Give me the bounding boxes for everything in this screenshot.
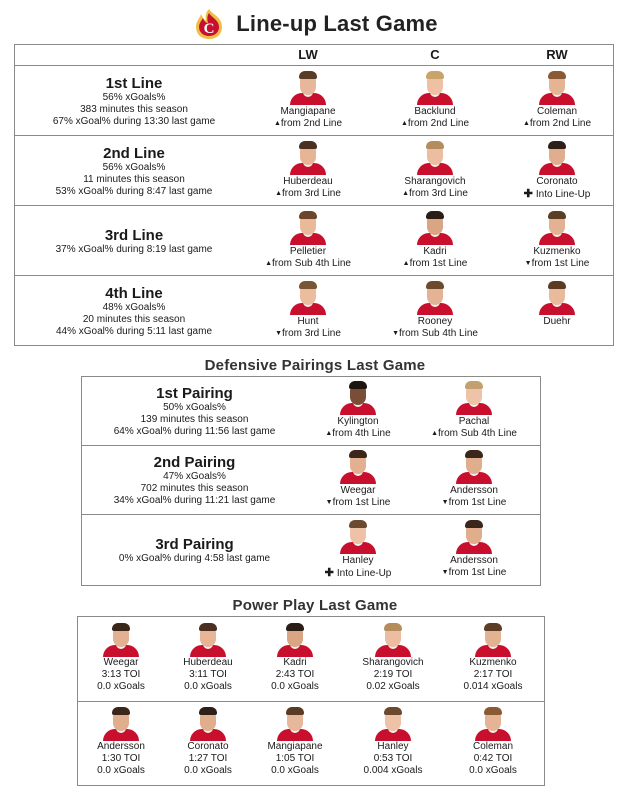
powerplay-table xyxy=(77,616,545,786)
player-headshot xyxy=(337,518,379,554)
time-on-ice: 1:30 TOI xyxy=(101,753,141,764)
player-headshot xyxy=(414,69,456,105)
line-summary xyxy=(15,75,253,128)
flames-logo-icon xyxy=(192,8,226,40)
player-headshot xyxy=(414,209,456,245)
title-bar xyxy=(0,6,630,42)
powerplay-player-card[interactable] xyxy=(438,621,548,693)
lineup-change xyxy=(492,118,622,130)
lineup-change xyxy=(409,567,539,579)
line-stat: 67% xGoal% during 13:30 last game xyxy=(52,116,216,127)
powerplay-player-card[interactable] xyxy=(240,621,350,693)
lineup-change xyxy=(293,567,423,580)
powerplay-player-card[interactable] xyxy=(338,621,448,693)
expected-goals: 0.0 xGoals xyxy=(97,681,145,692)
forward-lines-table xyxy=(14,44,614,346)
line-title: 1st Pairing xyxy=(156,385,233,402)
lineup-change xyxy=(243,328,373,340)
player-name: Kuzmenko xyxy=(469,657,517,668)
line-stat: 64% xGoal% during 11:56 last game xyxy=(113,426,276,437)
forward-line-row xyxy=(15,206,613,276)
lineup-change xyxy=(243,258,373,270)
time-on-ice: 1:05 TOI xyxy=(275,753,315,764)
arrow-up-icon: ▲ xyxy=(402,260,410,267)
player-card[interactable] xyxy=(293,448,423,509)
line-stat: 139 minutes this season xyxy=(140,414,249,425)
plus-icon: ✚ xyxy=(324,567,337,579)
player-name: Coleman xyxy=(472,741,514,752)
divider xyxy=(82,514,540,515)
player-headshot xyxy=(453,379,495,415)
column-header-c: C xyxy=(430,47,440,62)
player-name: Rooney xyxy=(417,316,453,327)
column-header-lw: LW xyxy=(298,47,318,62)
player-card[interactable] xyxy=(409,448,539,509)
player-headshot xyxy=(337,448,379,484)
line-title: 4th Line xyxy=(105,285,163,302)
defensive-pairings-table xyxy=(81,376,541,586)
line-stat: 702 minutes this season xyxy=(140,483,249,494)
player-headshot xyxy=(274,621,316,657)
line-stat: 11 minutes this season xyxy=(83,174,185,185)
line-title: 1st Line xyxy=(105,75,163,92)
line-stat: 53% xGoal% during 8:47 last game xyxy=(55,186,213,197)
player-name: Weegar xyxy=(340,485,376,496)
lineup-change xyxy=(370,118,500,130)
line-title: 3rd Pairing xyxy=(155,536,234,553)
player-headshot xyxy=(287,69,329,105)
arrow-down-icon: ▼ xyxy=(392,330,399,337)
player-headshot xyxy=(536,209,578,245)
expected-goals: 0.0 xGoals xyxy=(271,765,319,776)
line-stat: 50% xGoals% xyxy=(163,402,226,413)
player-headshot xyxy=(337,379,379,415)
player-name: Hanley xyxy=(342,555,374,566)
time-on-ice: 0:53 TOI xyxy=(373,753,413,764)
change-text: from Sub 4th Line xyxy=(438,428,517,439)
player-name: Andersson xyxy=(97,741,145,752)
player-card[interactable] xyxy=(243,279,373,340)
change-text: Into Line-Up xyxy=(336,568,392,579)
time-on-ice: 0:42 TOI xyxy=(473,753,513,764)
lineup-change xyxy=(409,497,539,509)
change-text: from 1st Line xyxy=(531,258,590,269)
player-headshot xyxy=(414,139,456,175)
change-text: from 2nd Line xyxy=(529,118,592,129)
player-card[interactable] xyxy=(370,139,500,200)
player-card[interactable] xyxy=(492,279,622,328)
player-name: Mangiapane xyxy=(267,741,323,752)
player-name: Huberdeau xyxy=(283,176,333,187)
player-headshot xyxy=(187,705,229,741)
player-headshot xyxy=(287,139,329,175)
line-stat: 56% xGoals% xyxy=(102,162,166,173)
player-headshot xyxy=(536,279,578,315)
arrow-up-icon: ▲ xyxy=(325,430,333,437)
player-headshot xyxy=(287,279,329,315)
expected-goals: 0.0 xGoals xyxy=(184,681,232,692)
expected-goals: 0.0 xGoals xyxy=(271,681,319,692)
lineup-change xyxy=(370,328,500,340)
defense-pair-row xyxy=(82,446,540,515)
line-stat: 37% xGoal% during 8:19 last game xyxy=(55,244,213,255)
player-name: Andersson xyxy=(450,555,498,566)
player-name: Kylington xyxy=(337,416,379,427)
player-name: Sharangovich xyxy=(362,657,424,668)
arrow-up-icon: ▲ xyxy=(431,430,438,437)
time-on-ice: 3:11 TOI xyxy=(189,669,227,680)
player-headshot xyxy=(274,705,316,741)
player-card[interactable] xyxy=(243,69,373,130)
change-text: from 1st Line xyxy=(448,567,507,578)
line-stat: 44% xGoal% during 5:11 last game xyxy=(55,326,212,337)
expected-goals: 0.02 xGoals xyxy=(366,681,420,692)
change-text: from 3rd Line xyxy=(282,188,341,199)
player-card[interactable] xyxy=(293,518,423,580)
change-text: from 2nd Line xyxy=(407,118,470,129)
player-headshot xyxy=(472,621,514,657)
line-stat: 48% xGoals% xyxy=(102,302,166,313)
line-stat: 0% xGoal% during 4:58 last game xyxy=(118,553,271,564)
line-stat: 34% xGoal% during 11:21 last game xyxy=(113,495,276,506)
arrow-up-icon: ▲ xyxy=(400,120,408,127)
lineup-change xyxy=(243,188,373,200)
player-headshot xyxy=(536,139,578,175)
forward-line-row xyxy=(15,276,613,346)
expected-goals: 0.0 xGoals xyxy=(97,765,145,776)
line-stat: 383 minutes this season xyxy=(80,104,188,115)
arrow-down-icon: ▼ xyxy=(441,499,449,506)
powerplay-section-title: Power Play Last Game xyxy=(232,597,398,614)
player-headshot xyxy=(372,705,414,741)
player-name: Hanley xyxy=(377,741,409,752)
player-name: Pachal xyxy=(458,416,490,427)
player-name: Sharangovich xyxy=(404,176,466,187)
player-card[interactable] xyxy=(370,209,500,270)
forward-line-row xyxy=(15,66,613,136)
expected-goals: 0.014 xGoals xyxy=(463,681,523,692)
arrow-up-icon: ▲ xyxy=(275,190,282,197)
forward-line-row xyxy=(15,136,613,206)
change-text: from Sub 4th Line xyxy=(272,258,351,269)
player-name: Hunt xyxy=(297,316,319,327)
player-name: Coleman xyxy=(536,106,578,117)
player-card[interactable] xyxy=(409,379,539,440)
line-stat: 56% xGoals% xyxy=(102,92,166,103)
expected-goals: 0.004 xGoals xyxy=(363,765,423,776)
line-stat: 47% xGoals% xyxy=(163,471,226,482)
player-name: Kadri xyxy=(283,657,307,668)
player-headshot xyxy=(453,448,495,484)
arrow-down-icon: ▼ xyxy=(441,569,449,576)
player-headshot xyxy=(100,621,142,657)
line-summary xyxy=(15,145,253,198)
change-text: from 4th Line xyxy=(332,428,391,439)
player-card[interactable] xyxy=(409,518,539,579)
powerplay-player-card[interactable] xyxy=(240,705,350,777)
line-summary xyxy=(82,385,307,438)
player-name: Duehr xyxy=(543,316,571,327)
change-text: from 2nd Line xyxy=(280,118,343,129)
player-card[interactable] xyxy=(243,209,373,270)
lineup-change xyxy=(492,258,622,270)
divider xyxy=(78,701,544,702)
svg-text:C: C xyxy=(203,21,215,37)
time-on-ice: 2:17 TOI xyxy=(473,669,513,680)
player-headshot xyxy=(472,705,514,741)
time-on-ice: 2:43 TOI xyxy=(275,669,315,680)
player-name: Andersson xyxy=(450,485,498,496)
arrow-down-icon: ▼ xyxy=(524,260,532,267)
player-headshot xyxy=(414,279,456,315)
line-summary xyxy=(15,285,253,338)
change-text: from Sub 4th Line xyxy=(399,328,478,339)
player-name: Weegar xyxy=(103,657,139,668)
player-name: Coronato xyxy=(187,741,229,752)
player-name: Coronato xyxy=(536,176,578,187)
arrow-up-icon: ▲ xyxy=(265,260,272,267)
change-text: from 1st Line xyxy=(332,497,391,508)
player-card[interactable] xyxy=(492,209,622,270)
lineup-change xyxy=(293,497,423,509)
expected-goals: 0.0 xGoals xyxy=(469,765,517,776)
player-headshot xyxy=(372,621,414,657)
change-text: from 1st Line xyxy=(448,497,507,508)
player-name: Huberdeau xyxy=(183,657,233,668)
change-text: Into Line-Up xyxy=(535,189,591,200)
player-name: Kuzmenko xyxy=(533,246,581,257)
arrow-down-icon: ▼ xyxy=(325,499,333,506)
line-stat: 20 minutes this season xyxy=(82,314,186,325)
player-card[interactable] xyxy=(243,139,373,200)
time-on-ice: 1:27 TOI xyxy=(188,753,228,764)
player-headshot xyxy=(287,209,329,245)
line-title: 2nd Line xyxy=(103,145,165,162)
player-name: Backlund xyxy=(414,106,456,117)
plus-icon: ✚ xyxy=(523,188,536,200)
player-headshot xyxy=(536,69,578,105)
change-text: from 3rd Line xyxy=(409,188,468,199)
time-on-ice: 3:13 TOI xyxy=(101,669,141,680)
lineup-change xyxy=(370,258,500,270)
player-card[interactable] xyxy=(492,139,622,201)
change-text: from 1st Line xyxy=(409,258,468,269)
arrow-down-icon: ▼ xyxy=(275,330,282,337)
expected-goals: 0.0 xGoals xyxy=(184,765,232,776)
column-header-rw: RW xyxy=(546,47,568,62)
page-title: Line-up Last Game xyxy=(236,11,438,36)
arrow-up-icon: ▲ xyxy=(273,120,281,127)
player-headshot xyxy=(187,621,229,657)
arrow-up-icon: ▲ xyxy=(402,190,409,197)
lineup-change xyxy=(370,188,500,200)
player-headshot xyxy=(100,705,142,741)
player-name: Kadri xyxy=(423,246,447,257)
player-name: Pelletier xyxy=(289,246,327,257)
lineup-change xyxy=(243,118,373,130)
lineup-change xyxy=(409,428,539,440)
line-title: 2nd Pairing xyxy=(153,454,236,471)
line-summary xyxy=(82,454,307,507)
player-card[interactable] xyxy=(370,69,500,130)
defense-pair-row xyxy=(82,377,540,446)
lineup-change xyxy=(293,428,423,440)
lineup-change xyxy=(492,188,622,201)
arrow-up-icon: ▲ xyxy=(522,120,530,127)
line-title: 3rd Line xyxy=(104,227,164,244)
powerplay-player-card[interactable] xyxy=(438,705,548,777)
player-headshot xyxy=(453,518,495,554)
player-card[interactable] xyxy=(293,379,423,440)
defense-section-title: Defensive Pairings Last Game xyxy=(204,357,426,374)
player-card[interactable] xyxy=(492,69,622,130)
line-summary xyxy=(15,227,253,256)
line-summary xyxy=(82,536,307,565)
change-text: from 3rd Line xyxy=(282,328,341,339)
powerplay-player-card[interactable] xyxy=(338,705,448,777)
time-on-ice: 2:19 TOI xyxy=(373,669,413,680)
player-name: Mangiapane xyxy=(280,106,336,117)
defense-pair-row xyxy=(82,516,540,585)
player-card[interactable] xyxy=(370,279,500,340)
